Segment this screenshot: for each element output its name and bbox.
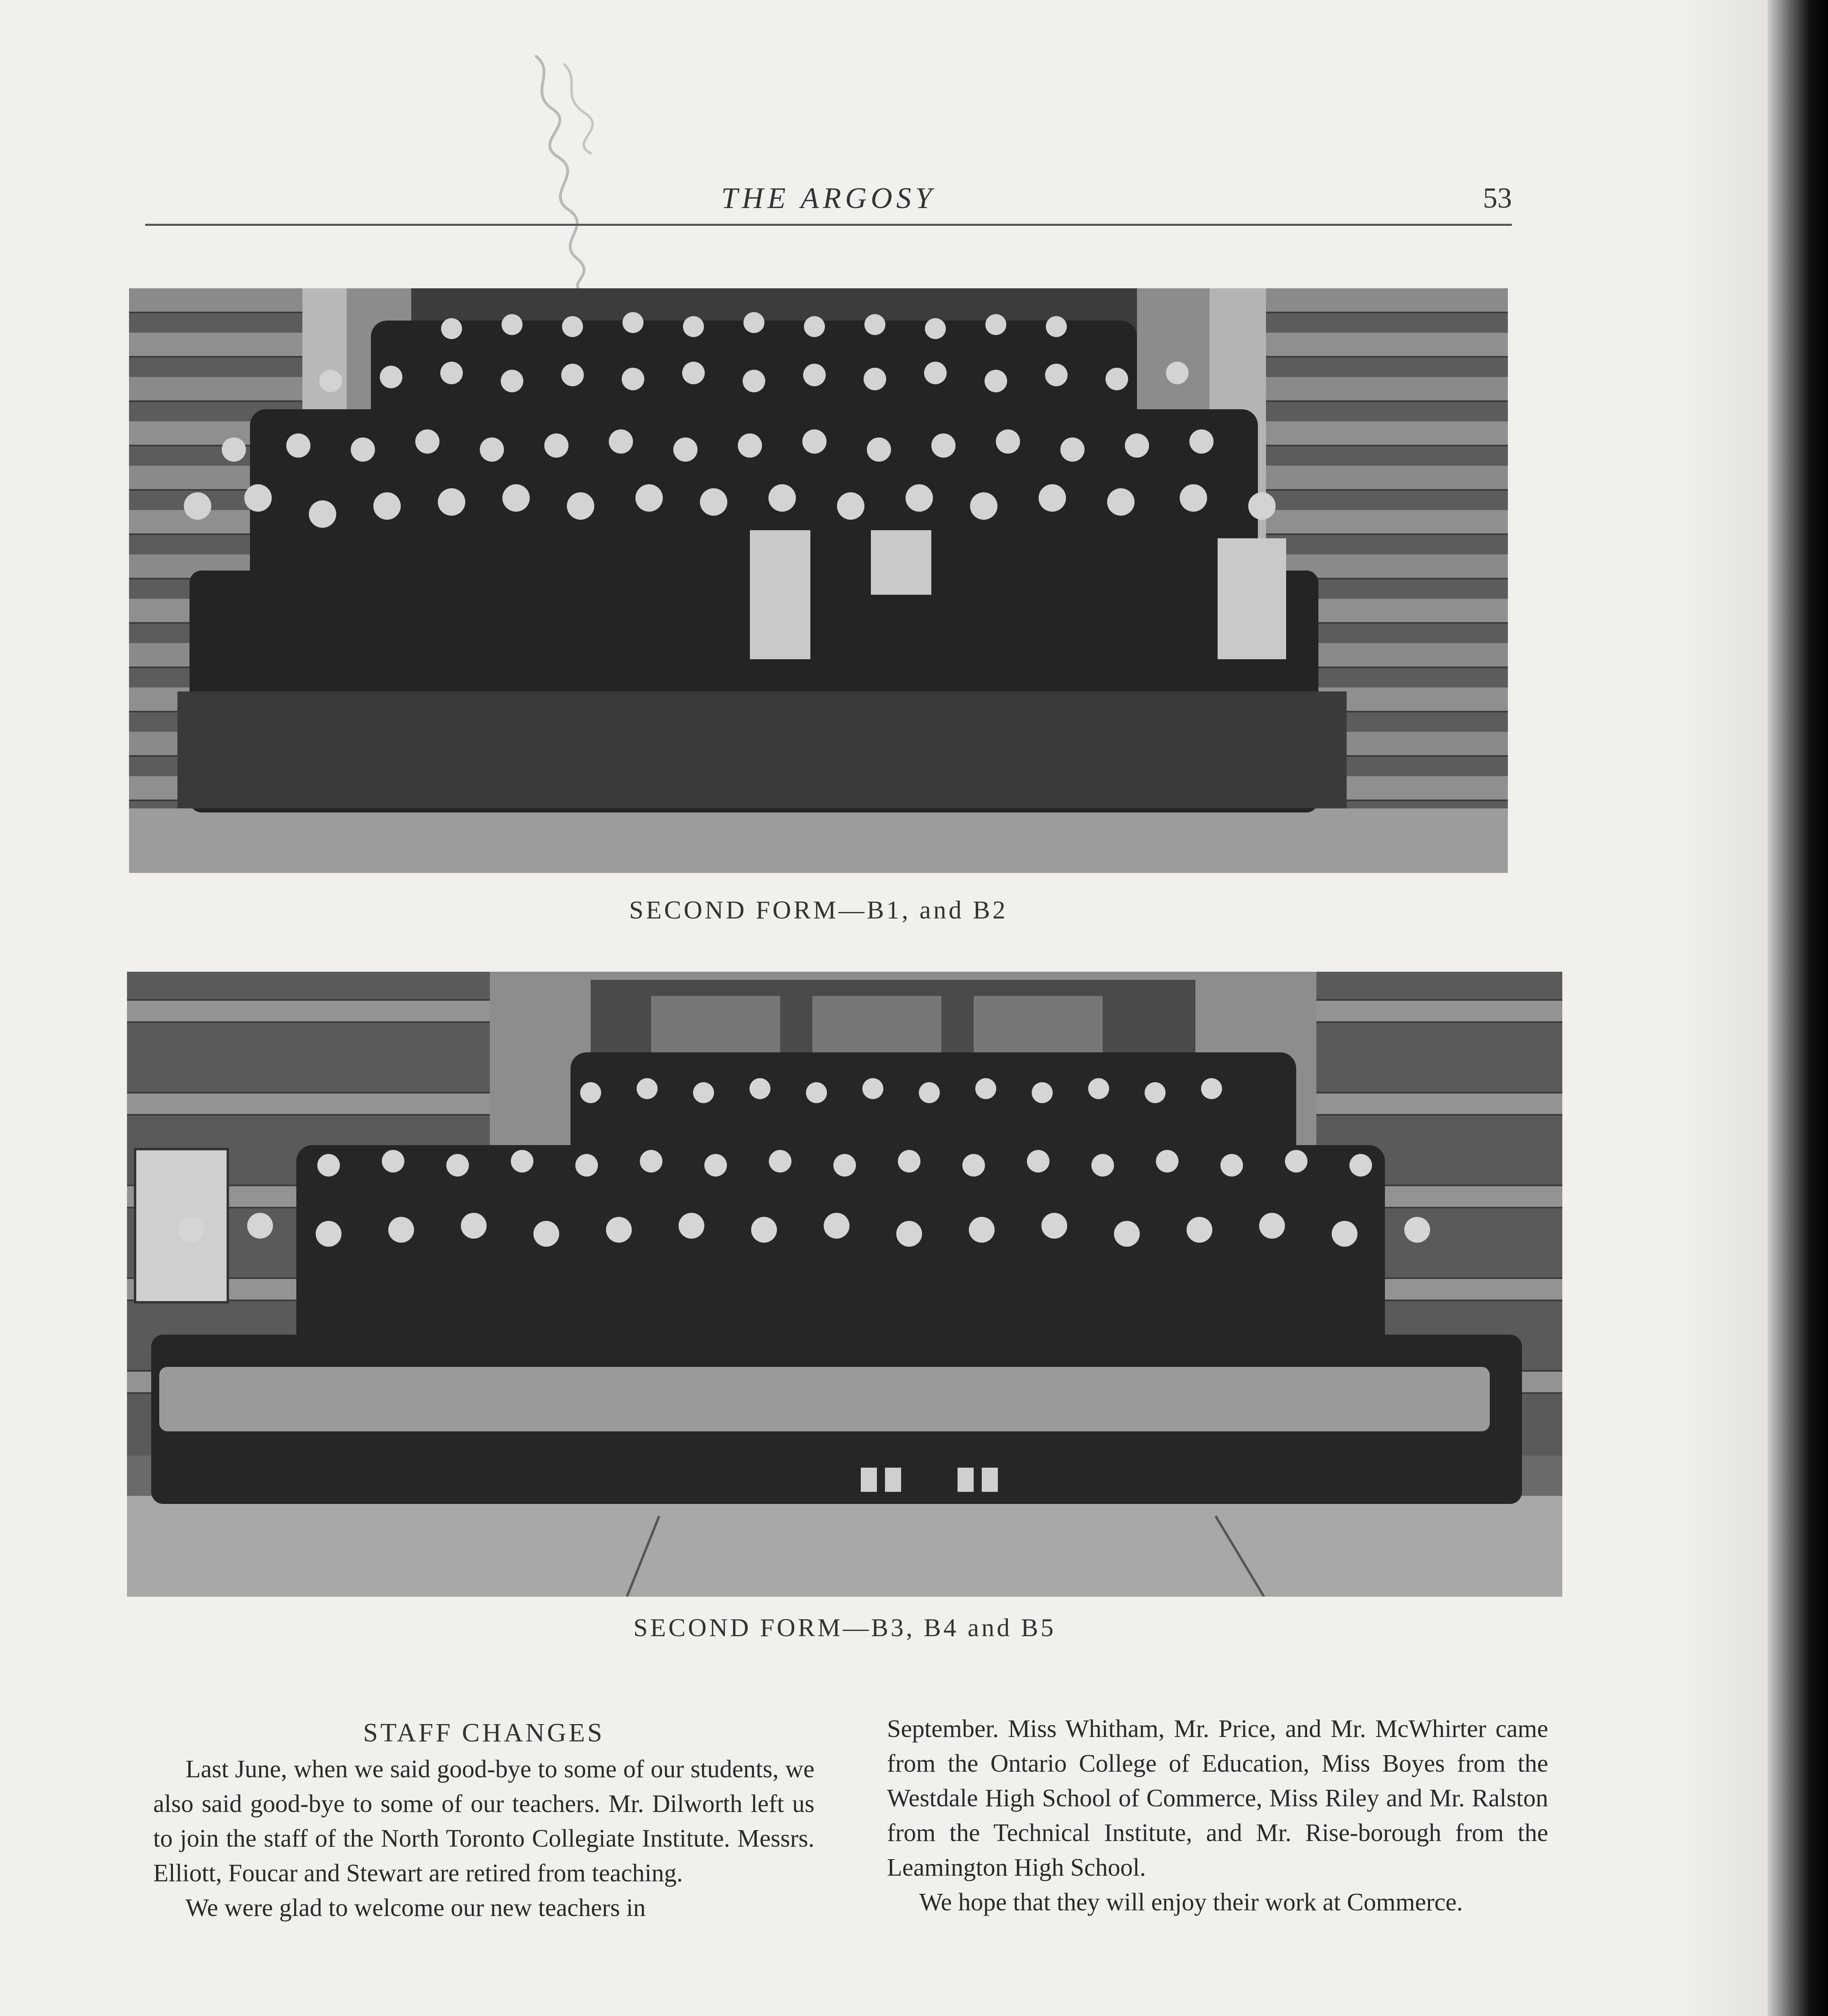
- photo-second-form-b3-b4-b5: [127, 972, 1562, 1597]
- article-paragraph: We hope that they will enjoy their work at Commerce.: [919, 1889, 1463, 1916]
- article-heading: STAFF CHANGES: [363, 1718, 605, 1747]
- pencil-annotation: [520, 48, 617, 298]
- header-title: THE ARGOSY: [721, 182, 936, 215]
- running-header: [145, 177, 1512, 226]
- photo-2-caption: SECOND FORM—B3, B4 and B5: [633, 1613, 1056, 1642]
- header-rule: [145, 224, 1512, 226]
- article-paragraph: September. Miss Whitham, Mr. Price, and Mr. McWhirter came from the Ontario College of Education, Miss Boyes from the Westdale High School of Commerce, Miss Riley and Mr. Ralston from the Technical Institute, and Mr. Rise-borough from the Leamington High School.: [887, 1715, 1548, 1881]
- page-shadow: [1679, 0, 1768, 2016]
- article-column-right: [887, 1712, 1548, 1920]
- photo-1-caption: SECOND FORM—B1, and B2: [629, 896, 1008, 924]
- photo-second-form-b1-b2: [129, 288, 1508, 873]
- article-paragraph: We were glad to welcome our new teachers in: [185, 1894, 646, 1922]
- article-paragraph: Last June, when we said good-bye to some of our students, we also said good-bye to some of our teachers. Mr. Dilworth left us to join the staff of the North Toronto Collegiate Institute. Messrs. Elliott, Foucar and Stewart are retired from teaching.: [153, 1756, 814, 1887]
- page-number: 53: [1483, 182, 1512, 214]
- article-column-left: [153, 1752, 814, 1925]
- scan-edge: [1768, 0, 1828, 2016]
